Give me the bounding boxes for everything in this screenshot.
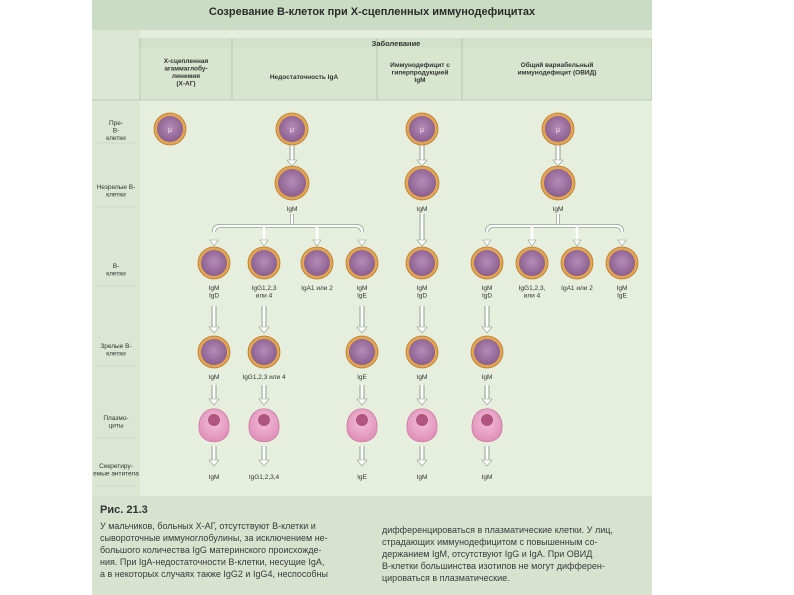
plasma-cell-nucleus [258,414,270,426]
mu-chain-label: μ [167,127,173,134]
arrow-immature-to-b-igm-head [417,240,427,246]
header-group-label: Заболевание [371,39,421,48]
b-cell-label: IgM IgE [616,285,628,300]
arrow-mature-to-plasma-head [209,399,219,405]
mu-chain-label: μ [555,127,561,134]
b-cell-ovid [609,250,635,276]
b-cell-label: IgA1 или 2 [301,285,333,292]
secreted-antibody-label: IgM [481,474,493,481]
mature-label: IgG1,2,3 или 4 [242,374,286,381]
arrow-b-to-mature-head [417,327,427,333]
stage-label: Зрелые В-клетки [100,343,132,358]
mature-b-cell [474,339,500,365]
mature-label: IgM [208,374,220,381]
caption-heading: Рис. 21.3 [100,504,148,516]
plasma-cell-nucleus [416,414,428,426]
mature-b-cell [251,339,277,365]
arrow-pre-to-immature-igm-head [417,160,427,166]
b-cell-iga [201,250,227,276]
mature-label: IgM [481,374,493,381]
b-cell-igm [409,250,435,276]
b-cell-iga [304,250,330,276]
stage-label: В-клетки [106,263,126,278]
b-cell-label: IgG1,2,3 или 4 [251,285,277,300]
mature-b-cell [409,339,435,365]
plasma-cell-nucleus [208,414,220,426]
b-cell-ovid [474,250,500,276]
branch-ovid-branch-head [618,240,626,246]
header-column-label: Х-сцепленная агаммаглобу-линемия (Х-АГ) [163,58,209,88]
b-cell-ovid [519,250,545,276]
arrow-plasma-to-antibody-head [417,460,427,466]
secreted-antibody-label: IgM [416,474,428,481]
mu-chain-label: μ [419,127,425,134]
stage-label: Плазмо-циты [103,415,129,430]
arrow-mature-to-plasma-head [259,399,269,405]
mature-b-cell [201,339,227,365]
mature-label: IgE [357,374,367,381]
arrow-plasma-to-antibody-head [357,460,367,466]
arrow-b-to-mature-head [209,327,219,333]
caption-area [92,496,652,595]
branch-ovid-branch-head [573,240,581,246]
figure-title: Созревание В-клеток при Х-сцепленных иммунодефицитах [208,6,536,18]
arrow-pre-to-immature-iga-head [287,160,297,166]
b-cell-label: IgM IgE [356,285,368,300]
immature-b-cell-igm [408,169,436,197]
b-cell-label: IgM IgD [481,285,493,300]
secreted-antibody-label: IgM [208,474,220,481]
b-cell-label: IgA1 или 2 [561,285,593,292]
arrow-mature-to-plasma-head [482,399,492,405]
b-cell-ovid [564,250,590,276]
header-column-label: Недостаточность IgA [269,74,339,81]
mature-label: IgM [416,374,428,381]
immature-b-cell-ovid [544,169,572,197]
caption-left-text: У мальчиков, больных Х-АГ, отсутствуют В-клетки и сывороточные иммуноглобулины, за исключением не- большого количества IgG материнского происхожде- ния. При IgA-недостаточности В-клетки, несущие IgA, а в некоторых случаях также IgG2 и IgG4, неспособны [100,521,329,579]
stage-label: Пре-В-клетки [106,120,126,142]
branch-iga-branch-head [210,240,218,246]
header-column-label: Иммунодефицит с гиперпродукцией IgM [390,62,450,84]
b-cell-label: IgM IgD [208,285,220,300]
mu-chain-label: μ [289,127,295,134]
arrow-b-to-mature-head [259,327,269,333]
branch-ovid-branch-head [483,240,491,246]
caption-right-text: дифференцироваться в плазматические клетки. У лиц, страдающих иммунодефицитом с повышенным со- держанием IgM, отсутствуют IgG и IgA. При ОВИД В-клетки большинства изотипов не могут дифферен- цироваться в плазматические. [382,525,613,583]
secreted-antibody-label: IgE [357,474,367,481]
immature-label: IgM [552,206,564,213]
branch-iga-bar [214,226,362,232]
plasma-cell-nucleus [481,414,493,426]
branch-iga-branch-head [313,240,321,246]
branch-ovid-bar [487,226,622,232]
immature-b-cell-iga [278,169,306,197]
arrow-plasma-to-antibody-head [259,460,269,466]
secreted-antibody-label: IgG1,2,3,4 [248,474,280,481]
arrow-plasma-to-antibody-head [209,460,219,466]
mature-b-cell [349,339,375,365]
header-column-label: Общий вариабельный иммунодефицит (ОВИД) [517,62,597,77]
arrow-mature-to-plasma-head [357,399,367,405]
b-cell-maturation-diagram [92,0,652,496]
b-cell-iga [349,250,375,276]
arrow-plasma-to-antibody-head [482,460,492,466]
arrow-mature-to-plasma-head [417,399,427,405]
immature-label: IgM [286,206,298,213]
b-cell-label: IgG1,2,3, или 4 [518,285,546,300]
figure-page [92,0,652,595]
b-cell-label: IgM IgD [416,285,428,300]
arrow-b-to-mature-head [357,327,367,333]
immature-label: IgM [416,206,428,213]
b-cell-iga [251,250,277,276]
arrow-pre-to-immature-ovid-head [553,160,563,166]
branch-ovid-branch-head [528,240,536,246]
stage-label: Секретиру-емые антитела [93,463,139,478]
stage-label: Незрелые В-клетки [96,184,136,199]
plasma-cell-nucleus [356,414,368,426]
branch-iga-branch-head [260,240,268,246]
arrow-b-to-mature-head [482,327,492,333]
branch-iga-branch-head [358,240,366,246]
